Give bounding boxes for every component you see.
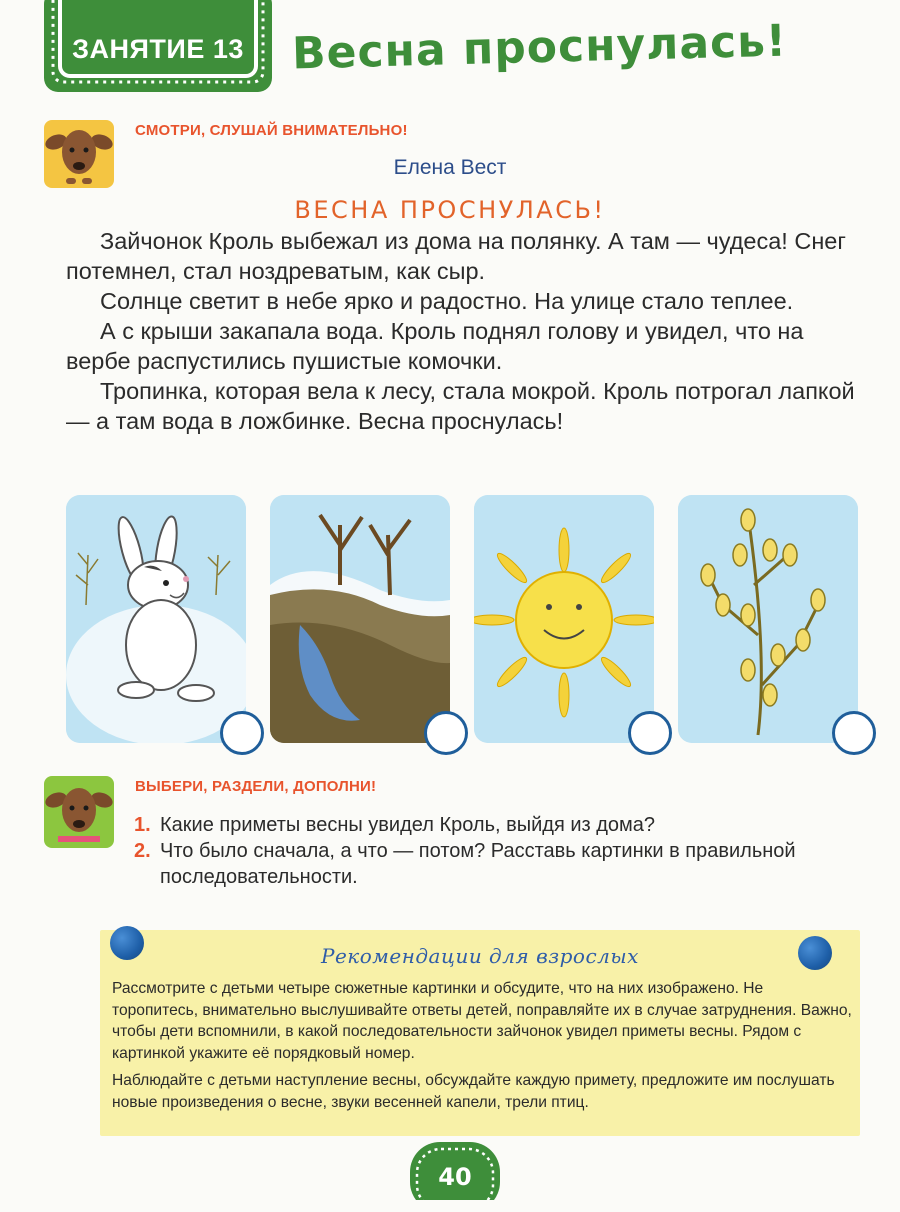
- order-number-circle[interactable]: [424, 711, 468, 755]
- page-number-badge: [410, 1142, 500, 1200]
- task-text: Какие приметы весны увидел Кроль, выйдя из дома?: [160, 814, 656, 836]
- story-paragraph: Тропинка, которая вела к лесу, стала мокрой. Кроль потрогал лапкой — а там вода в ложбинке. Весна проснулась!: [66, 378, 855, 434]
- story-paragraph: А с крыши закапала вода. Кроль поднял голову и увидел, что на вербе распустились пушистые комочки.: [66, 318, 804, 374]
- story-title: ВЕСНА ПРОСНУЛАСЬ!: [294, 196, 606, 224]
- page-number: 40: [438, 1163, 472, 1191]
- recommendations-text: [112, 978, 852, 1119]
- sun-icon: [474, 495, 654, 743]
- lesson-label: ЗАНЯТИЕ 13: [72, 34, 244, 64]
- story-paragraph: Солнце светит в небе ярко и радостно. На улице стало теплее.: [100, 288, 794, 314]
- task-number: 2.: [134, 840, 151, 862]
- order-number-circle[interactable]: [832, 711, 876, 755]
- section-heading-choose: ВЫБЕРИ, РАЗДЕЛИ, ДОПОЛНИ!: [135, 778, 377, 795]
- recommendations-paragraph: Рассмотрите с детьми четыре сюжетные картинки и обсудите, что на них изображено. Не торопитесь, внимательно выслушивайте ответы детей, поправляйте их в случае затруднения. Важно, чтобы дети вспомнили, в какой последовательности зайчонок увидел приметы весны. Рядом с картинкой укажите её порядковый номер.: [112, 980, 852, 1062]
- picture-card-willow: [678, 495, 858, 743]
- picture-card-rabbit: [66, 495, 246, 743]
- picture-card-stream: [270, 495, 450, 743]
- task-item: [134, 812, 834, 838]
- story-author: Елена Вест: [393, 156, 507, 179]
- section-heading-listen: СМОТРИ, СЛУШАЙ ВНИМАТЕЛЬНО!: [135, 122, 408, 139]
- willow-branch-icon: [678, 495, 858, 743]
- picture-card-sun: [474, 495, 654, 743]
- lesson-badge: [44, 0, 272, 92]
- dog-icon: [44, 776, 114, 848]
- task-number: 1.: [134, 814, 151, 836]
- task-item: [134, 838, 834, 890]
- task-list: [134, 812, 834, 890]
- recommendations-paragraph: Наблюдайте с детьми наступление весны, обсуждайте каждую примету, предложите им послушать новые произведения о весне, звуки весенней капели, трели птиц.: [112, 1072, 835, 1111]
- story-text: [66, 226, 866, 436]
- order-number-circle[interactable]: [628, 711, 672, 755]
- stream-thaw-icon: [270, 495, 450, 743]
- page-title: Весна проснулась!: [291, 15, 788, 80]
- story-paragraph: Зайчонок Кроль выбежал из дома на полянку. А там — чудеса! Снег потемнел, стал ноздреватым, как сыр.: [66, 228, 846, 284]
- recommendations-box: [100, 930, 860, 1136]
- task-text: Что было сначала, а что — потом? Расставь картинки в правильной последовательности.: [160, 840, 796, 888]
- recommendations-title: Рекомендации для взрослых: [321, 944, 639, 968]
- rabbit-in-snow-icon: [66, 495, 246, 743]
- order-number-circle[interactable]: [220, 711, 264, 755]
